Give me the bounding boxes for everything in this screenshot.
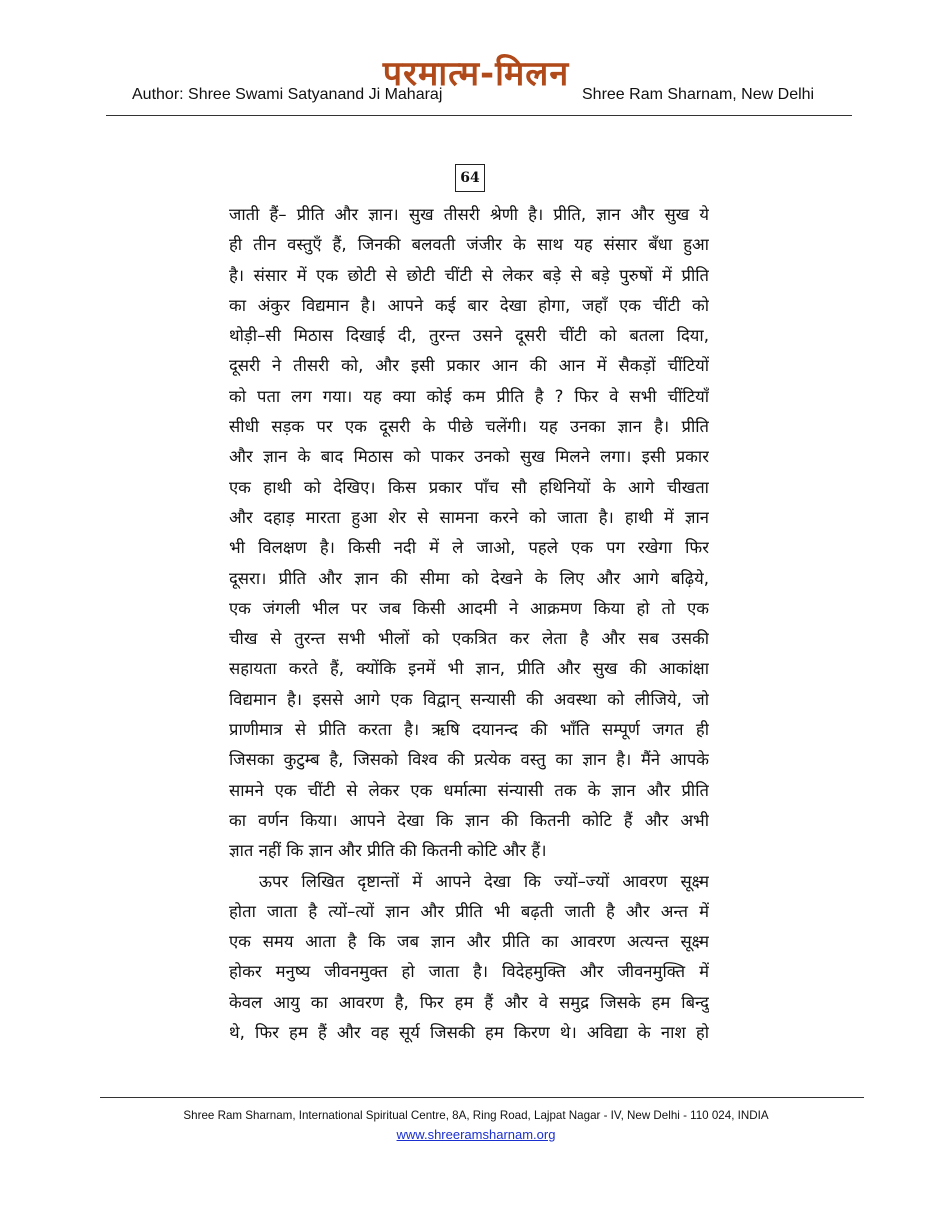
footer-divider-left	[100, 1097, 390, 1098]
text-line: एक हाथी को देखिए। किस प्रकार पाँच सौ हथिनियों के आगे चीखता	[229, 477, 709, 497]
text-line: जिसका कुटुम्ब है, जिसको विश्व की प्रत्येक वस्तु का ज्ञान है। मैंने आपके	[229, 750, 709, 770]
text-line: प्राणीमात्र से प्रीति करता है। ऋषि दयानन्द की भाँति सम्पूर्ण जगत ही	[229, 720, 709, 740]
text-line: और दहाड़ मारता हुआ शेर से सामना करने को जाता है। हाथी में ज्ञान	[229, 507, 709, 527]
text-line: एक समय आता है कि जब ज्ञान और प्रीति का आवरण अत्यन्त सूक्ष्म	[229, 932, 709, 952]
text-line: थे, फिर हम हैं और वह सूर्य जिसकी हम किरण थे। अविद्या के नाश हो	[229, 1023, 709, 1043]
text-line: दूसरा। प्रीति और ज्ञान की सीमा को देखने के लिए और आगे बढ़िये,	[229, 568, 709, 588]
book-title: परमात्म-मिलन	[382, 54, 570, 94]
publisher-credit: Shree Ram Sharnam, New Delhi	[582, 86, 815, 103]
text-line: दूसरी ने तीसरी को, और इसी प्रकार आन की आन में सैकड़ों चींटियों	[229, 356, 709, 376]
text-line: केवल आयु का आवरण है, फिर हम हैं और वे समुद्र जिसके हम बिन्दु	[229, 992, 709, 1012]
header-divider	[106, 115, 852, 116]
body-text	[229, 200, 709, 1048]
text-line: को पता लग गया। यह क्या कोई कम प्रीति है ? फिर वे सभी चींटियाँ	[229, 386, 709, 406]
text-line: होता जाता है त्यों–त्यों ज्ञान और प्रीति भी बढ़ती जाती है और अन्त में	[229, 901, 709, 921]
page-number: 64	[455, 164, 485, 192]
text-line: सीधी सड़क पर एक दूसरी के पीछे चलेंगी। यह उनका ज्ञान है। प्रीति	[229, 417, 709, 437]
footer-address: Shree Ram Sharnam, International Spiritual Centre, 8A, Ring Road, Lajpat Nagar - IV, New Delhi - 110 024, INDIA	[183, 1109, 769, 1122]
text-line: और ज्ञान के बाद मिठास को पाकर उनको सुख मिलने लगा। इसी प्रकार	[229, 447, 709, 467]
text-line: जाती हैं– प्रीति और ज्ञान। सुख तीसरी श्रेणी है। प्रीति, ज्ञान और सुख ये	[229, 205, 709, 224]
text-line: होकर मनुष्य जीवनमुक्त हो जाता है। विदेहमुक्ति और जीवनमुक्ति में	[229, 962, 709, 982]
text-line: ज्ञात नहीं कि ज्ञान और प्रीति की कितनी कोटि और हैं।	[229, 841, 547, 861]
text-line: है। संसार में एक छोटी से छोटी चींटी से लेकर बड़े से बड़े पुरुषों में प्रीति	[229, 265, 709, 285]
text-line: का वर्णन किया। आपने देखा कि ज्ञान की कितनी कोटि हैं और अभी	[229, 810, 709, 830]
text-line: ऊपर लिखित दृष्टान्तों में आपने देखा कि ज्यों–ज्यों आवरण सूक्ष्म	[259, 871, 709, 891]
text-line: विद्यमान है। इससे आगे एक विद्वान् सन्यासी की अवस्था को लीजिये, जो	[229, 689, 709, 709]
text-line: चीख से तुरन्त सभी भीलों को एकत्रित कर लेता है और सब उसकी	[229, 629, 709, 649]
text-line: सहायता करते हैं, क्योंकि इनमें भी ज्ञान, प्रीति और सुख की आकांक्षा	[229, 659, 709, 679]
author-credit: Author: Shree Swami Satyanand Ji Maharaj	[132, 86, 443, 103]
text-line: का अंकुर विद्यमान है। आपने कई बार देखा होगा, जहाँ एक चींटी को	[229, 295, 709, 315]
text-line: एक जंगली भील पर जब किसी आदमी ने आक्रमण किया हो तो एक	[229, 598, 709, 618]
text-line: सामने एक चींटी से लेकर एक धर्मात्मा संन्यासी तक के ज्ञान और प्रीति	[229, 780, 709, 800]
text-line: भी विलक्षण है। किसी नदी में ले जाओ, पहले एक पग रखेगा फिर	[229, 538, 709, 558]
website-link[interactable]: www.shreeramsharnam.org	[396, 1127, 556, 1142]
text-line: ही तीन वस्तुएँ हैं, जिनकी बलवती जंजीर के साथ यह संसार बँधा हुआ	[229, 235, 709, 255]
footer-divider-right	[390, 1097, 864, 1098]
text-line: थोड़ी–सी मिठास दिखाई दी, तुरन्त उसने दूसरी चींटी को बतला दिया,	[229, 326, 709, 346]
